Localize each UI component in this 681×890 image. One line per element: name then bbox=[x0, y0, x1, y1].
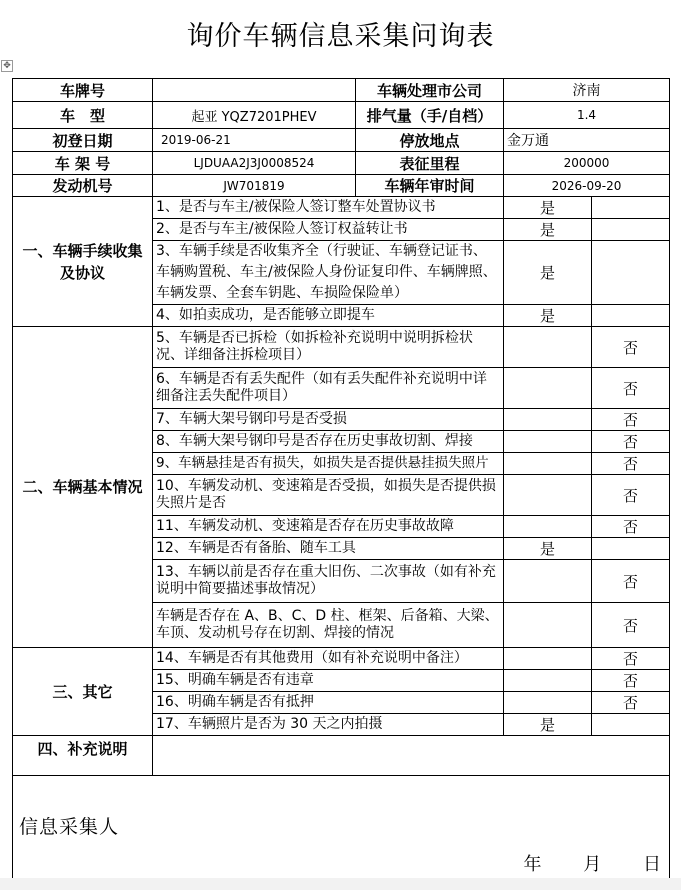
question-14: 14、车辆是否有其他费用（如有补充说明中备注） bbox=[153, 648, 504, 670]
reg-date-label: 初登日期 bbox=[13, 129, 153, 152]
answer-yes-15[interactable] bbox=[504, 670, 592, 692]
displacement-label: 排气量（手/自档） bbox=[356, 102, 504, 129]
mileage-value[interactable]: 200000 bbox=[504, 152, 670, 175]
answer-no-14[interactable]: 否 bbox=[592, 648, 670, 670]
answer-no-11[interactable]: 否 bbox=[592, 516, 670, 538]
question-17: 17、车辆照片是否为 30 天之内拍摄 bbox=[153, 714, 504, 736]
inspection-value[interactable]: 2026-09-20 bbox=[504, 175, 670, 197]
question-15: 15、明确车辆是否有违章 bbox=[153, 670, 504, 692]
answer-yes-12[interactable]: 是 bbox=[504, 538, 592, 560]
answer-yes-8[interactable] bbox=[504, 431, 592, 453]
question-2: 2、是否与车主/被保险人签订权益转让书 bbox=[153, 219, 504, 241]
answer-no-10[interactable]: 否 bbox=[592, 475, 670, 516]
answer-no-pillar[interactable]: 否 bbox=[592, 603, 670, 648]
answer-no-17[interactable] bbox=[592, 714, 670, 736]
answer-no-2[interactable] bbox=[592, 219, 670, 241]
inquiry-form-table bbox=[12, 78, 670, 882]
answer-yes-10[interactable] bbox=[504, 475, 592, 516]
parking-label: 停放地点 bbox=[356, 129, 504, 152]
section-3-label: 三、其它 bbox=[13, 648, 153, 736]
supplement-field[interactable] bbox=[153, 736, 670, 776]
plate-label: 车牌号 bbox=[13, 79, 153, 102]
question-5: 5、车辆是否已拆检（如拆检补充说明中说明拆检状况、详细备注拆检项目） bbox=[153, 327, 504, 368]
form-title: 询价车辆信息采集问询表 bbox=[186, 21, 495, 52]
answer-yes-9[interactable] bbox=[504, 453, 592, 475]
question-pillar-welding: 车辆是否存在 A、B、C、D 柱、框架、后备箱、大梁、车顶、发动机号存在切割、焊接的情况 bbox=[153, 603, 504, 648]
parking-value[interactable]: 金万通 bbox=[504, 129, 670, 152]
answer-yes-5[interactable] bbox=[504, 327, 592, 368]
answer-yes-17[interactable]: 是 bbox=[504, 714, 592, 736]
date-month: 月 bbox=[583, 853, 602, 875]
answer-no-16[interactable]: 否 bbox=[592, 692, 670, 714]
answer-no-6[interactable]: 否 bbox=[592, 368, 670, 409]
answer-no-1[interactable] bbox=[592, 197, 670, 219]
answer-yes-3[interactable]: 是 bbox=[504, 241, 592, 305]
answer-no-5[interactable]: 否 bbox=[592, 327, 670, 368]
question-7: 7、车辆大架号钢印号是否受损 bbox=[153, 409, 504, 431]
answer-yes-7[interactable] bbox=[504, 409, 592, 431]
question-13: 13、车辆以前是否存在重大旧伤、二次事故（如有补充说明中简要描述事故情况） bbox=[153, 560, 504, 603]
date-year: 年 bbox=[523, 853, 542, 875]
answer-no-3[interactable] bbox=[592, 241, 670, 305]
answer-yes-4[interactable]: 是 bbox=[504, 305, 592, 327]
signature-date[interactable] bbox=[488, 850, 661, 876]
date-day: 日 bbox=[643, 853, 661, 875]
answer-yes-6[interactable] bbox=[504, 368, 592, 409]
vin-label: 车 架 号 bbox=[13, 152, 153, 175]
section-2-label: 二、车辆基本情况 bbox=[13, 327, 153, 648]
question-4: 4、如拍卖成功，是否能够立即提车 bbox=[153, 305, 504, 327]
question-16: 16、明确车辆是否有抵押 bbox=[153, 692, 504, 714]
question-10: 10、车辆发动机、变速箱是否受损，如损失是否提供损失照片是否 bbox=[153, 475, 504, 516]
section-4-label: 四、补充说明 bbox=[13, 736, 153, 776]
question-8: 8、车辆大架号钢印号是否存在历史事故切割、焊接 bbox=[153, 431, 504, 453]
question-12: 12、车辆是否有备胎、随车工具 bbox=[153, 538, 504, 560]
answer-yes-14[interactable] bbox=[504, 648, 592, 670]
question-6: 6、车辆是否有丢失配件（如有丢失配件补充说明中详细备注丢失配件项目） bbox=[153, 368, 504, 409]
answer-no-12[interactable] bbox=[592, 538, 670, 560]
answer-no-8[interactable]: 否 bbox=[592, 431, 670, 453]
answer-yes-11[interactable] bbox=[504, 516, 592, 538]
answer-yes-2[interactable]: 是 bbox=[504, 219, 592, 241]
answer-no-13[interactable]: 否 bbox=[592, 560, 670, 603]
section-1-label: 一、车辆手续收集及协议 bbox=[13, 197, 153, 327]
answer-no-15[interactable]: 否 bbox=[592, 670, 670, 692]
answer-no-9[interactable]: 否 bbox=[592, 453, 670, 475]
signature-block bbox=[13, 776, 670, 882]
plate-value[interactable] bbox=[153, 79, 356, 102]
answer-yes-pillar[interactable] bbox=[504, 603, 592, 648]
page-bottom-edge bbox=[0, 878, 681, 890]
vin-value[interactable]: LJDUAA2J3J0008524 bbox=[153, 152, 356, 175]
engine-value[interactable]: JW701819 bbox=[153, 175, 356, 197]
company-value[interactable]: 济南 bbox=[504, 79, 670, 102]
answer-yes-13[interactable] bbox=[504, 560, 592, 603]
answer-no-4[interactable] bbox=[592, 305, 670, 327]
inspection-label: 车辆年审时间 bbox=[356, 175, 504, 197]
collector-label: 信息采集人 bbox=[19, 816, 120, 838]
question-11: 11、车辆发动机、变速箱是否存在历史事故故障 bbox=[153, 516, 504, 538]
question-3: 3、车辆手续是否收集齐全（行驶证、车辆登记证书、车辆购置税、车主/被保险人身份证复印件、车辆牌照、车辆发票、全套车钥匙、车损险保险单） bbox=[153, 241, 504, 305]
displacement-value[interactable]: 1.4 bbox=[504, 102, 670, 129]
question-9: 9、车辆悬挂是否有损失，如损失是否提供悬挂损失照片 bbox=[153, 453, 504, 475]
answer-yes-1[interactable]: 是 bbox=[504, 197, 592, 219]
model-label: 车 型 bbox=[13, 102, 153, 129]
model-value[interactable]: 起亚 YQZ7201PHEV bbox=[153, 102, 356, 129]
mileage-label: 表征里程 bbox=[356, 152, 504, 175]
table-move-handle-icon[interactable]: ✥ bbox=[1, 60, 13, 72]
answer-yes-16[interactable] bbox=[504, 692, 592, 714]
engine-label: 发动机号 bbox=[13, 175, 153, 197]
answer-no-7[interactable]: 否 bbox=[592, 409, 670, 431]
company-label: 车辆处理市公司 bbox=[356, 79, 504, 102]
reg-date-value[interactable]: 2019-06-21 bbox=[153, 129, 356, 152]
question-1: 1、是否与车主/被保险人签订整车处置协议书 bbox=[153, 197, 504, 219]
